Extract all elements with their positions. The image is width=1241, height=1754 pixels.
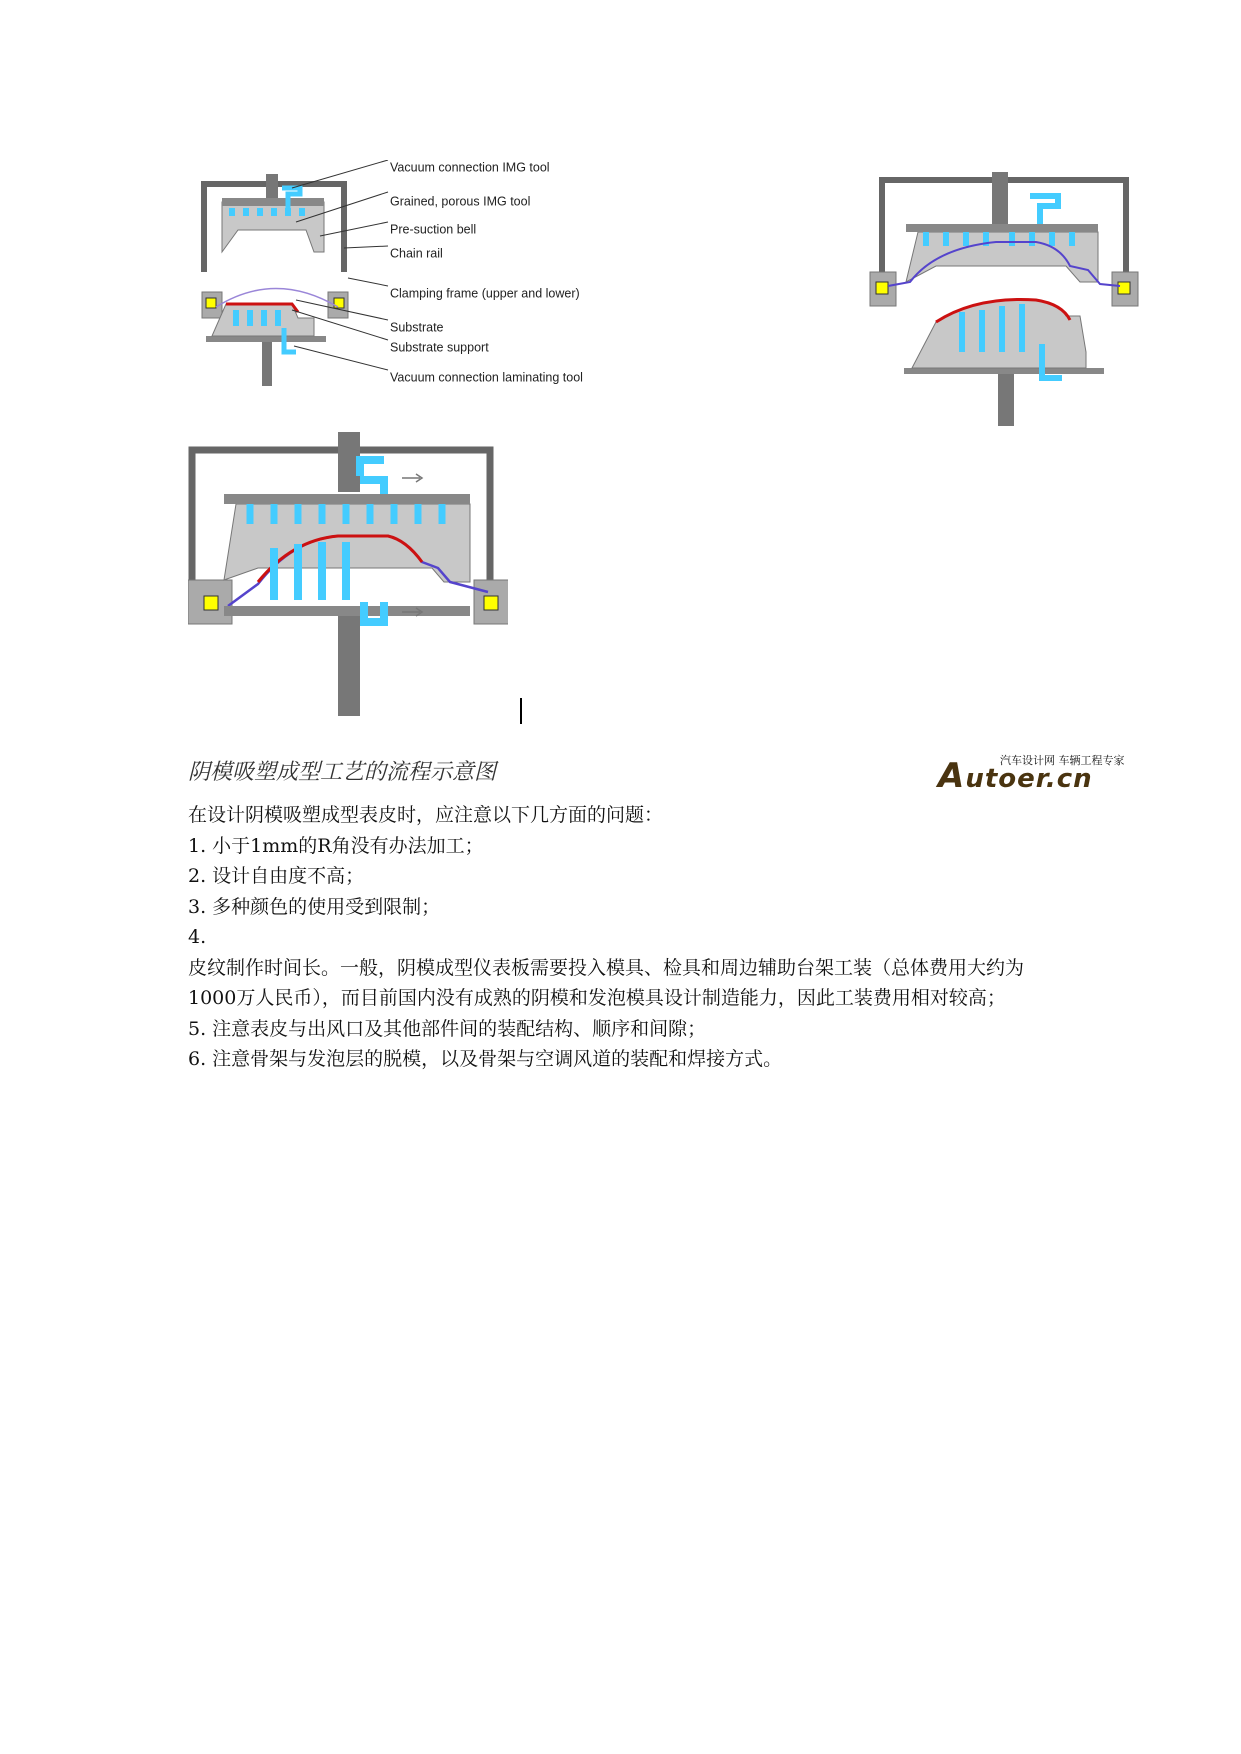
label-chain-rail: Chain rail [390,246,443,261]
label-pre-suction-bell: Pre-suction bell [390,222,477,237]
label-substrate-support: Substrate support [390,340,489,355]
text-cursor [520,698,522,724]
intro-text: 在设计阴模吸塑成型表皮时，应注意以下几方面的问题： [188,804,664,826]
list-item: 6. 注意骨架与发泡层的脱模，以及骨架与空调风道的装配和焊接方式。 [188,1048,783,1070]
logo-tagline: 汽车设计网 车辆工程专家 [1000,754,1125,767]
list-item: 5. 注意表皮与出风口及其他部件间的装配结构、顺序和间隙； [188,1017,707,1040]
label-substrate: Substrate [390,320,444,335]
logo-brand: Autoer.cn [938,756,1093,796]
label-vacuum-img: Vacuum connection IMG tool [390,160,550,175]
paragraph-text: 皮纹制作时间长。一般，阴模成型仪表板需要投入模具、检具和周边辅助台架工装（总体费用大约为1000万人民币），而目前国内没有成熟的阴模和发泡模具设计制造能力，因此工装费用相对较高； [188,956,1025,1009]
label-grained-porous: Grained, porous IMG tool [390,194,531,209]
list-item: 1. 小于1mm的R角没有办法加工； [188,834,484,857]
label-clamping-frame: Clamping frame (upper and lower) [390,286,580,301]
figure-caption: 阴模吸塑成型工艺的流程示意图 [188,760,497,785]
figure-stage-1 [188,160,648,428]
list-item: 3. 多种颜色的使用受到限制； [188,895,441,918]
figure-stage-3 [188,432,508,722]
list-item: 4. [188,926,207,948]
autoer-logo [938,752,1146,796]
label-vacuum-laminating: Vacuum connection laminating tool [390,370,583,385]
figure-stage-2 [866,172,1142,428]
document-body [188,800,1048,1075]
list-item: 2. 设计自由度不高； [188,865,365,887]
